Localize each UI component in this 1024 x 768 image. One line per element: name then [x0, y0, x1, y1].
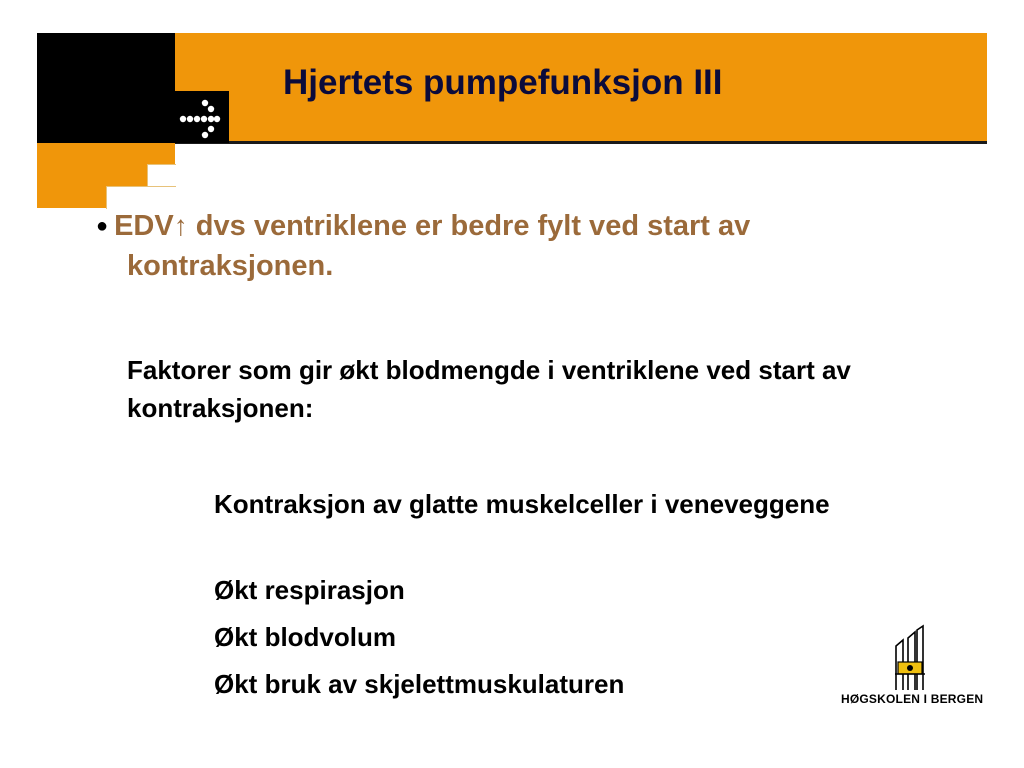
dotted-arrow-icon	[177, 97, 227, 139]
factor-item: Økt blodvolum	[214, 622, 396, 652]
factor-item: Økt bruk av skjelettmuskulaturen	[214, 669, 625, 699]
corner-step-small	[147, 164, 176, 187]
factor-item: Kontraksjon av glatte muskelceller i veneveggene	[214, 489, 830, 519]
page-title: Hjertets pumpefunksjon III	[283, 63, 723, 102]
header-underline	[175, 141, 987, 144]
factor-item: Økt respirasjon	[214, 575, 405, 605]
bullet-edv-text-continued: kontraksjonen.	[127, 250, 334, 282]
up-arrow-icon: ↑	[173, 210, 188, 241]
bullet-edv	[96, 206, 926, 286]
school-logo-icon	[889, 624, 931, 692]
bullet-edv-term: EDV	[114, 210, 174, 242]
corner-block-black	[37, 33, 175, 143]
school-logo-text: HØGSKOLEN I BERGEN	[841, 692, 984, 706]
bullet-edv-text: dvs ventriklene er bedre fylt ved start av	[187, 210, 751, 242]
factors-heading: Faktorer som gir økt blodmengde i ventriklene ved start av kontraksjonen:	[127, 355, 851, 423]
bullet-dot: ●	[96, 215, 109, 237]
